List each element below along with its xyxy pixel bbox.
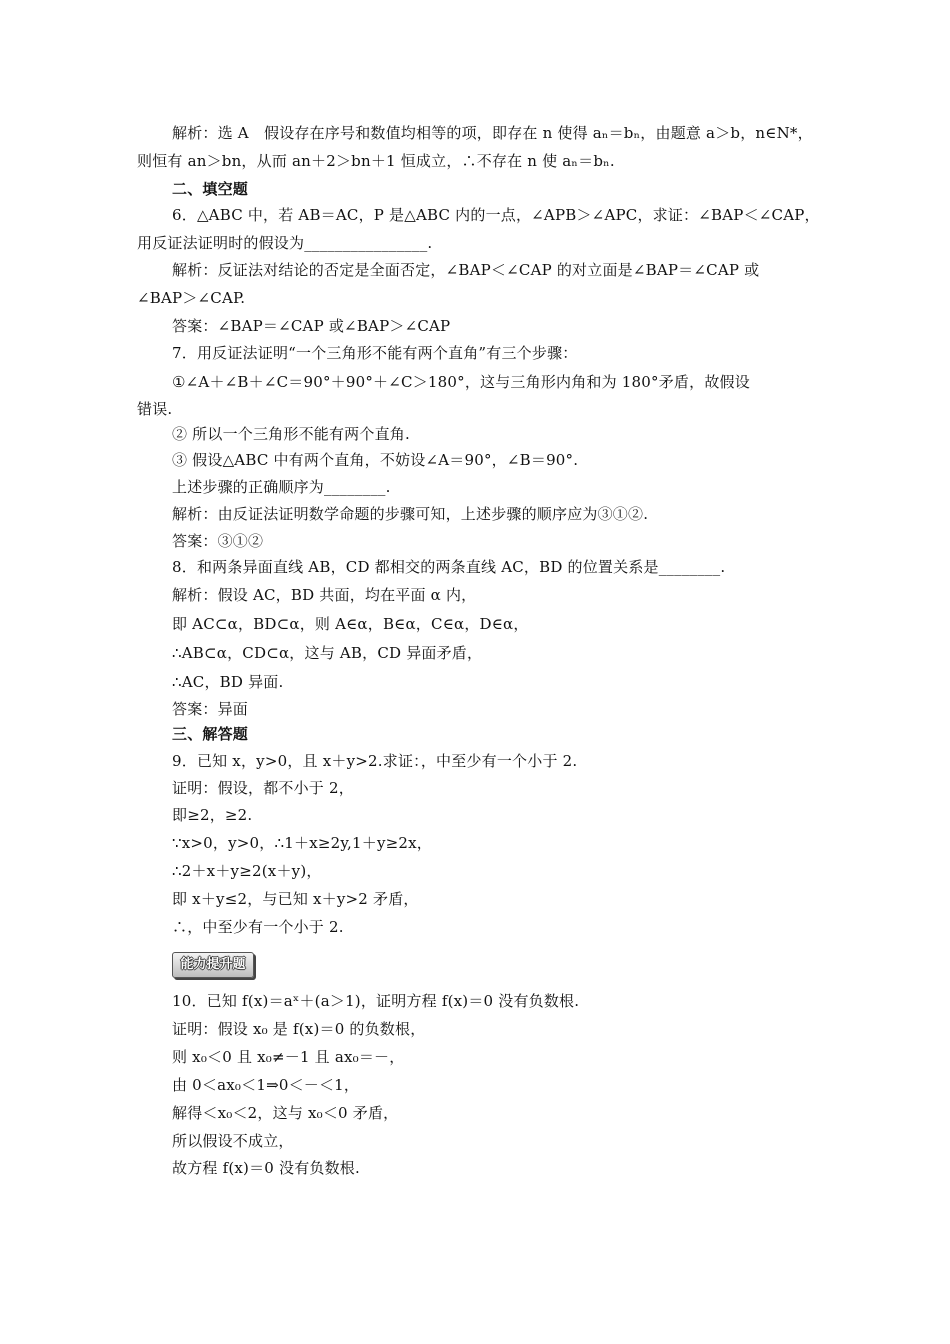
text-line: 即≥2，≥2. — [172, 806, 253, 824]
text-line: 7．用反证法证明“一个三角形不能有两个直角”有三个步骤： — [172, 344, 578, 362]
text-line: 由 0＜ax₀＜1⇒0＜－＜1， — [172, 1076, 360, 1094]
text-line: ∵x>0，y>0，∴1＋x≥2y,1＋y≥2x， — [172, 834, 432, 852]
text-line: 解析：选 A 假设存在序号和数值均相等的项，即存在 n 使得 aₙ＝bₙ，由题意 a＞b，n∈N*， — [172, 124, 813, 142]
text-line: ∴AC，BD 异面. — [172, 673, 284, 691]
text-line: 证明：假设 x₀ 是 f(x)＝0 的负数根， — [172, 1020, 426, 1038]
text-line: 则恒有 an＞bn，从而 an＋2＞bn＋1 恒成立，∴不存在 n 使 aₙ＝bₙ. — [137, 152, 615, 170]
text-line: 错误. — [137, 400, 173, 418]
text-line: 10．已知 f(x)＝aˣ＋(a＞1)，证明方程 f(x)＝0 没有负数根. — [172, 992, 580, 1010]
text-line: ∴2＋x＋y≥2(x＋y)， — [172, 862, 322, 880]
text-line: 8．和两条异面直线 AB，CD 都相交的两条直线 AC，BD 的位置关系是________. — [172, 558, 726, 576]
text-line: 解析：由反证法证明数学命题的步骤可知，上述步骤的顺序应为③①②. — [172, 505, 649, 523]
text-line: 即 AC⊂α，BD⊂α，则 A∈α，B∈α，C∈α，D∈α， — [172, 615, 529, 633]
answer-line: 答案：∠BAP＝∠CAP 或∠BAP＞∠CAP — [172, 317, 451, 335]
text-line: ② 所以一个三角形不能有两个直角. — [172, 425, 410, 443]
answer-line: 答案：③①② — [172, 532, 264, 550]
text-line: 证明：假设，都不小于 2， — [172, 779, 354, 797]
text-line: 解得＜x₀＜2，这与 x₀＜0 矛盾， — [172, 1104, 399, 1122]
ability-badge: 能力提升题 — [172, 952, 254, 978]
text-line: 即 x＋y≤2，与已知 x＋y>2 矛盾， — [172, 890, 419, 908]
text-line: ∠BAP＞∠CAP. — [137, 289, 246, 307]
text-line: 用反证法证明时的假设为________________. — [137, 234, 433, 252]
section-heading: 二、填空题 — [172, 180, 249, 198]
text-line: 9．已知 x，y>0，且 x＋y>2.求证：，中至少有一个小于 2. — [172, 752, 578, 770]
text-line: ①∠A＋∠B＋∠C＝90°＋90°＋∠C＞180°，这与三角形内角和为 180°矛盾，故假设 — [172, 373, 750, 391]
text-line: ③ 假设△ABC 中有两个直角，不妨设∠A＝90°，∠B＝90°. — [172, 451, 579, 469]
text-line: 6．△ABC 中，若 AB＝AC，P 是△ABC 内的一点，∠APB＞∠APC，求证：∠BAP＜∠CAP， — [172, 206, 820, 224]
text-line: 则 x₀＜0 且 x₀≠－1 且 ax₀＝－， — [172, 1048, 405, 1066]
text-line: 解析：假设 AC，BD 共面，均在平面 α 内， — [172, 586, 477, 604]
text-line: 所以假设不成立， — [172, 1132, 294, 1150]
text-line: 解析：反证法对结论的否定是全面否定，∠BAP＜∠CAP 的对立面是∠BAP＝∠CAP 或 — [172, 261, 760, 279]
answer-line: 答案：异面 — [172, 700, 249, 718]
text-line: ∴，中至少有一个小于 2. — [172, 918, 344, 936]
text-line: 故方程 f(x)＝0 没有负数根. — [172, 1159, 360, 1177]
text-line: ∴AB⊂α，CD⊂α，这与 AB，CD 异面矛盾， — [172, 644, 483, 662]
text-line: 上述步骤的正确顺序为________. — [172, 478, 391, 496]
section-heading: 三、解答题 — [172, 725, 249, 743]
